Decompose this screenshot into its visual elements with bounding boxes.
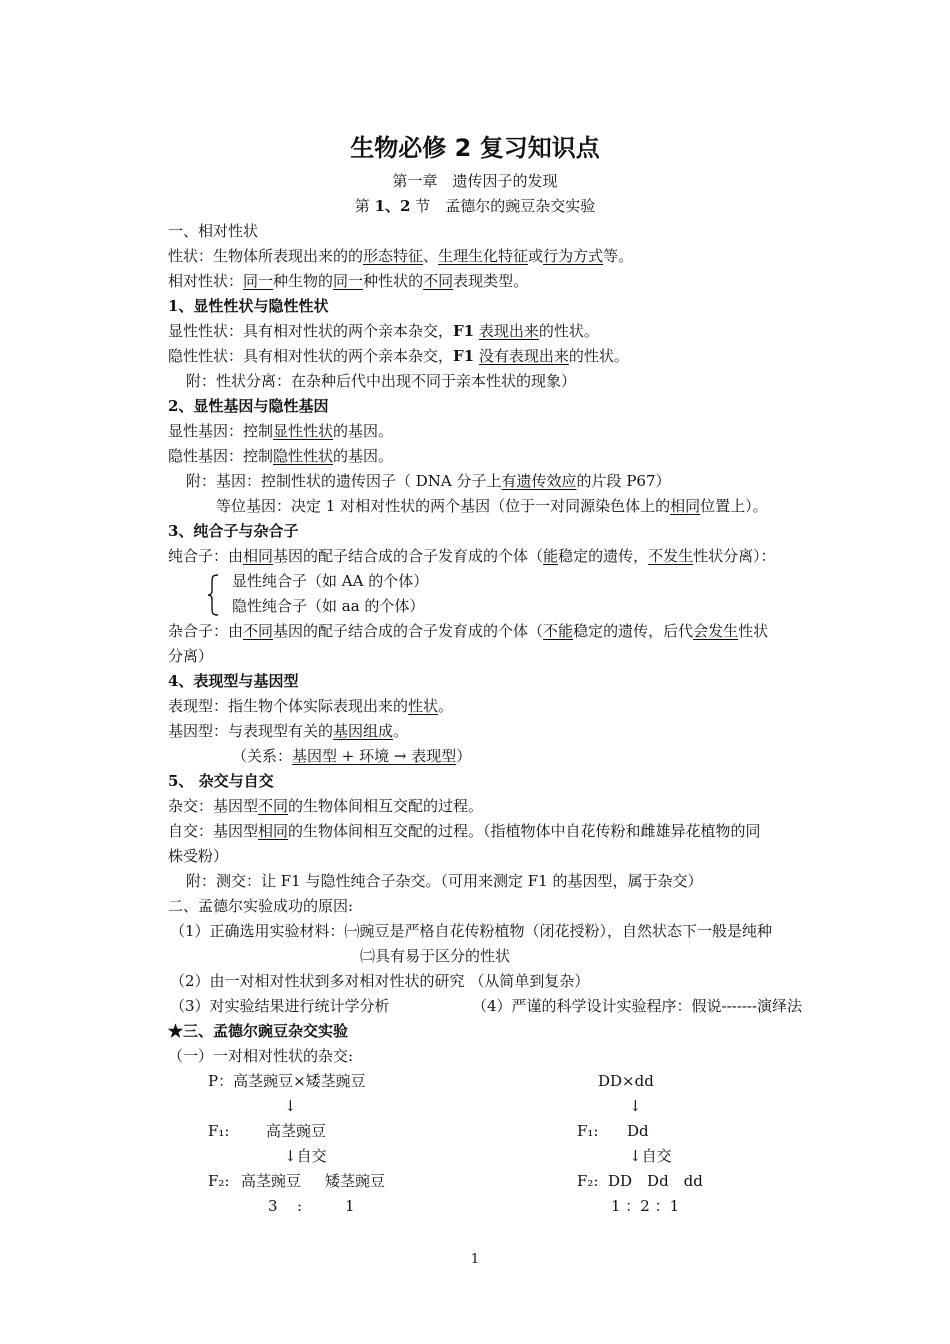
line-heterozygote: 杂合子：由不同基因的配子结合成的合子发育成的个体（不能稳定的遗传，后代会发生性状 bbox=[168, 622, 769, 640]
line-phenotype: 表现型：指生物个体实际表现出来的性状。 bbox=[168, 697, 454, 715]
heading-relative-traits: 一、相对性状 bbox=[168, 222, 259, 240]
line-reason-4: （4）严谨的科学设计实验程序：假说-------演绎法 bbox=[472, 997, 803, 1015]
line-trait-segregation: 附：性状分离：在杂种后代中出现不同于亲本性状的现象） bbox=[186, 372, 577, 390]
line-trait-definition: 性状：生物体所表现出来的的形态特征、生理生化特征或行为方式等。 bbox=[168, 247, 634, 265]
cross-f1-label-left: F₁: bbox=[208, 1122, 230, 1140]
cross-f1-genotype: Dd bbox=[627, 1122, 649, 1140]
line-dominant-homozygote: 显性纯合子（如 AA 的个体） bbox=[232, 572, 429, 590]
line-heterozygote-cont: 分离） bbox=[168, 647, 214, 665]
heading-hybrid-self: 5、 杂交与自交 bbox=[168, 772, 274, 790]
line-reason-3: （3）对实验结果进行统计学分析 bbox=[170, 997, 390, 1015]
cross-f1-phenotype: 高茎豌豆 bbox=[266, 1122, 327, 1140]
cross-arrow-right: ↓ bbox=[629, 1097, 642, 1115]
line-relative-trait-definition: 相对性状：同一种生物的同一种性状的不同表现类型。 bbox=[168, 272, 529, 290]
line-recessive-gene: 隐性基因：控制隐性性状的基因。 bbox=[168, 447, 394, 465]
cross-ratio-left-colon: : bbox=[297, 1197, 303, 1215]
line-hybridization: 杂交：基因型不同的生物体间相互交配的过程。 bbox=[168, 797, 484, 815]
cross-arrow-left: ↓ bbox=[284, 1097, 297, 1115]
line-genotype: 基因型：与表现型有关的基因组成。 bbox=[168, 722, 409, 740]
line-self-crossing-cont: 株受粉） bbox=[168, 847, 229, 865]
cross-self-arrow-right: ↓自交 bbox=[629, 1147, 672, 1165]
line-gene-definition: 附：基因：控制性状的遗传因子（ DNA 分子上有遗传效应的片段 P67） bbox=[186, 472, 671, 490]
cross-p-phenotype: P：高茎豌豆×矮茎豌豆 bbox=[208, 1072, 366, 1090]
heading-dominant-recessive-traits: 1、显性性状与隐性性状 bbox=[168, 297, 329, 315]
line-dominant-trait: 显性性状：具有相对性状的两个亲本杂交，F1 表现出来的性状。 bbox=[168, 322, 599, 340]
page-number: 1 bbox=[470, 1252, 480, 1267]
cross-self-arrow-left: ↓自交 bbox=[284, 1147, 327, 1165]
cross-ratio-left-3: 3 bbox=[268, 1197, 278, 1215]
cross-f2-genotypes: DD Dd dd bbox=[608, 1172, 703, 1190]
heading-mendel-success: 二、孟德尔实验成功的原因: bbox=[168, 897, 354, 915]
line-dominant-gene: 显性基因：控制显性性状的基因。 bbox=[168, 422, 394, 440]
line-reason-2: （2）由一对相对性状到多对相对性状的研究 （从简单到复杂） bbox=[170, 972, 590, 990]
line-homozygote: 纯合子：由相同基因的配子结合成的合子发育成的个体（能稳定的遗传，不发生性状分离）： bbox=[168, 547, 776, 565]
line-test-cross: 附：测交：让 F1 与隐性纯合子杂交。（可用来测定 F1 的基因型，属于杂交） bbox=[186, 872, 703, 890]
cross-p-genotype: DD×dd bbox=[598, 1072, 654, 1090]
document-title: 生物必修 2 复习知识点 bbox=[350, 134, 600, 162]
heading-mendel-experiment: ★三、孟德尔豌豆杂交实验 bbox=[168, 1022, 349, 1040]
cross-f2-label-left: F₂: bbox=[208, 1172, 230, 1190]
chapter-heading: 第一章 遗传因子的发现 bbox=[392, 172, 558, 190]
cross-ratio-left-1: 1 bbox=[345, 1197, 355, 1215]
heading-homozygote-heterozygote: 3、纯合子与杂合子 bbox=[168, 522, 299, 540]
line-allele-definition: 等位基因：决定 1 对相对性状的两个基因（位于一对同源染色体上的相同位置上）。 bbox=[216, 497, 768, 515]
line-recessive-homozygote: 隐性纯合子（如 aa 的个体） bbox=[232, 597, 425, 615]
heading-one-pair-cross: （一）一对相对性状的杂交: bbox=[168, 1047, 354, 1065]
cross-ratio-right: 1 ：2 ：1 bbox=[611, 1197, 680, 1215]
line-relationship: （关系：基因型 + 环境 → 表现型） bbox=[232, 747, 472, 765]
cross-f2-dwarf: 矮茎豌豆 bbox=[325, 1172, 386, 1190]
line-self-crossing: 自交：基因型相同的生物体间相互交配的过程。（指植物体中自花传粉和雌雄异花植物的同 bbox=[168, 822, 761, 840]
line-reason-1b: ㈡具有易于区分的性状 bbox=[360, 947, 511, 965]
line-recessive-trait: 隐性性状：具有相对性状的两个亲本杂交，F1 没有表现出来的性状。 bbox=[168, 347, 629, 365]
curly-brace-icon bbox=[207, 574, 219, 616]
heading-dominant-recessive-genes: 2、显性基因与隐性基因 bbox=[168, 397, 329, 415]
line-reason-1: （1）正确选用实验材料：㈠豌豆是严格自花传粉植物（闭花授粉），自然状态下一般是纯种 bbox=[170, 922, 773, 940]
cross-f2-tall: 高茎豌豆 bbox=[241, 1172, 302, 1190]
cross-f2-label-right: F₂: bbox=[577, 1172, 599, 1190]
cross-f1-label-right: F₁: bbox=[577, 1122, 599, 1140]
heading-phenotype-genotype: 4、表现型与基因型 bbox=[168, 672, 299, 690]
section-heading: 第 1、2 节 孟德尔的豌豆杂交实验 bbox=[354, 197, 596, 215]
